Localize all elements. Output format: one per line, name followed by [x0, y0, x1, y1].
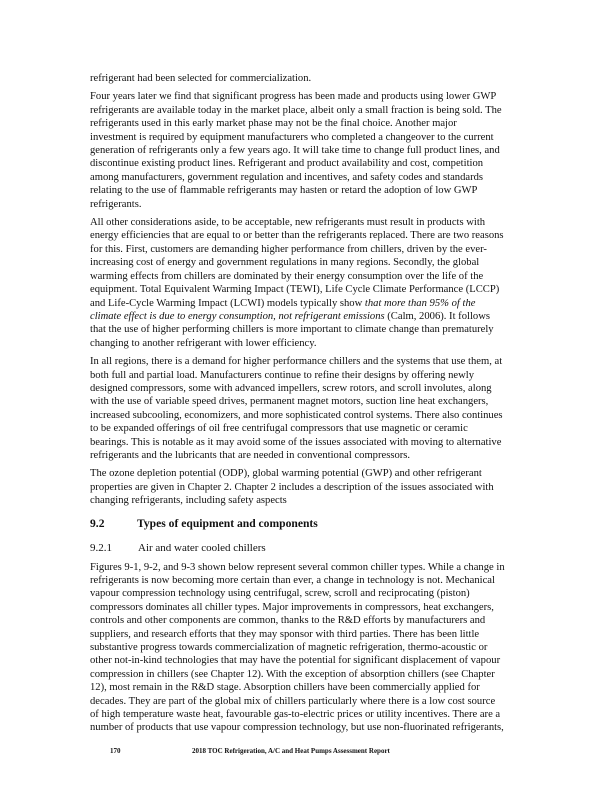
- text-line: designed compressors, some with advanced impellers, screw rotors, and scroll involutes, along: [90, 382, 492, 394]
- text-line: number of products that use vapour compression technology, but use non-fluorinated refrigerants,: [90, 722, 504, 734]
- paragraph-energy-efficiency: [90, 216, 522, 350]
- text-line: with the use of variable speed drives, permanent magnet motors, suction line heat exchangers,: [90, 396, 489, 408]
- paragraph-progress-low-gwp: [90, 90, 522, 211]
- text-line: properties are given in Chapter 2. Chapter 2 includes a description of the issues associated with: [90, 481, 494, 493]
- text-line: equipment. Total Equivalent Warming Impact (TEWI), Life Cycle Climate Performance (LCCP): [90, 284, 500, 296]
- report-title: 2018 TOC Refrigeration, A/C and Heat Pumps Assessment Report: [192, 747, 390, 755]
- page-number: 170: [110, 747, 121, 755]
- paragraph-higher-performance: [90, 355, 522, 462]
- emphasized-text: climate effect is due to energy consumption, not refrigerant emissions: [90, 310, 385, 322]
- text-line: warming effects from chillers are dominated by their energy consumption over the life of the: [90, 270, 484, 282]
- text-line: discontinue existing product lines. Refrigerant and product availability and cost, competition: [90, 158, 484, 170]
- text-line: refrigerant had been selected for commercialization.: [90, 73, 312, 84]
- text-line: All other considerations aside, to be acceptable, new refrigerants must result in products with: [90, 217, 486, 229]
- text-line: refrigerants.: [90, 198, 142, 210]
- text-line: among manufacturers, government regulation and incentives, and safety codes and standards: [90, 171, 484, 183]
- text-line: Four years later we find that significant progress has been made and products using lower GWP: [90, 91, 497, 103]
- emphasized-text: that more than 95% of the: [364, 297, 476, 309]
- text-line: generation of refrigerants only a few years ago. It will take time to change full product lines, and: [90, 145, 500, 157]
- text-line: 12), most remain in the R&D stage. Absorption chillers have been commercially applied for: [90, 682, 480, 694]
- text-line: changing refrigerants, including safety aspects: [90, 495, 287, 507]
- text-line: In all regions, there is a demand for higher performance chillers and the systems that use them, at: [90, 356, 503, 368]
- text-line: investment is required by equipment manufacturers who completed a changeover to the current: [90, 131, 494, 143]
- text-line: that the use of higher performing chillers is more important to climate change than prematurely: [90, 324, 494, 336]
- subsection-title: Air and water cooled chillers: [138, 541, 266, 554]
- paragraph-chiller-types: [90, 561, 522, 735]
- text-line: refrigerants are available today in the market place, albeit only a small fraction is being sold. The: [90, 104, 502, 116]
- text-line: to be expanded offerings of oil free centrifugal compressors that use magnetic or ceramic: [90, 423, 468, 435]
- subsection-number: 9.2.1: [90, 541, 112, 554]
- text-line: controls and other components are common, thanks to the R&D efforts by manufacturers and: [90, 615, 486, 627]
- text-line: Figures 9-1, 9-2, and 9-3 shown below represent several common chiller types. While a change in: [90, 561, 505, 573]
- text-line: vapour compression technology using centrifugal, screw, scroll and reciprocating (piston): [90, 588, 470, 600]
- paragraph-odp-gwp: [90, 467, 522, 507]
- text-line: increasing cost of energy and government regulations in many regions. Secondly, the global: [90, 257, 480, 269]
- page-footer: [110, 747, 390, 755]
- text-line: substantive progress towards commercialization of magnetic refrigeration, thermo-acoustic or: [90, 642, 488, 654]
- text-line: other not-in-kind technologies that may have the potential for significant displacement of vapour: [90, 655, 501, 667]
- citation-text: (Calm, 2006). It follows: [384, 310, 490, 322]
- text-line: compression in chillers (see Chapter 12). With the exception of absorption chillers (see Chapter: [90, 668, 495, 680]
- page-body: [90, 72, 522, 740]
- text-line: of high temperature waste heat, favourable gas-to-electric prices or utility incentives. There are a: [90, 709, 501, 721]
- text-line: The ozone depletion potential (ODP), global warming potential (GWP) and other refrigerant: [90, 468, 482, 480]
- text-line: [90, 297, 522, 310]
- text-line: relating to the use of flammable refrigerants may hasten or retard the adoption of low GWP: [90, 185, 478, 197]
- text-line: changing to another refrigerant with lower efficiency.: [90, 337, 317, 349]
- text-line: suppliers, and research efforts that they may sponsor with third parties. There has been little: [90, 628, 480, 640]
- text-line: decades. They are part of the global mix of chillers particularly where there is a low cost source: [90, 695, 496, 707]
- section-heading: [90, 517, 522, 531]
- text-line: [90, 310, 522, 323]
- text-line: bearings. This is notable as it may avoid some of the issues associated with moving to alternative: [90, 436, 502, 448]
- text-line: compressors dominates all chiller types. Major improvements in compressors, heat exchangers,: [90, 601, 494, 613]
- section-title: Types of equipment and components: [137, 516, 318, 530]
- text-line: refrigerants is now becoming more certain than ever, a change in technology is not. Mechanical: [90, 575, 495, 586]
- section-number: 9.2: [90, 516, 105, 530]
- text-line: for this. First, customers are demanding higher performance from chillers, driven by the ever-: [90, 243, 487, 255]
- text-line: refrigerants and the lubricants that are needed in conventional compressors.: [90, 449, 411, 461]
- plain-text: and Life-Cycle Warming Impact (LCWI) models typically show: [90, 297, 365, 309]
- text-line: energy efficiencies that are equal to or better than the refrigerants replaced. There are two reasons: [90, 230, 504, 242]
- subsection-heading: [90, 541, 522, 555]
- text-line: both full and partial load. Manufacturers continue to refine their designs by offering newly: [90, 369, 475, 381]
- text-line: increased subcooling, economizers, and more sophisticated control systems. There also continues: [90, 409, 503, 421]
- paragraph-continuation: [90, 72, 522, 85]
- text-line: refrigerants used in this early market phase may not be the final choice. Another major: [90, 118, 457, 130]
